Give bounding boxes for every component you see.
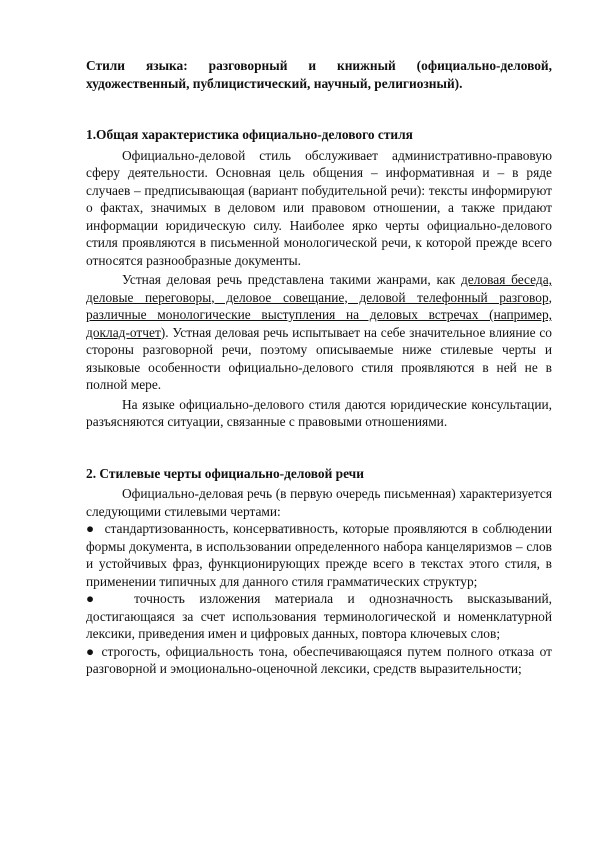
- paragraph-2-lead-text: Устная деловая речь представлена такими жанрами, как: [122, 272, 461, 287]
- document-page: [86, 57, 552, 678]
- section-1-paragraph-3: На языке официально-делового стиля даются юридические консультации, разъясняются ситуации, связанные с правовыми отношениями.: [86, 396, 552, 429]
- section-1-paragraph-2: [86, 271, 552, 394]
- section-1-heading: 1.Общая характеристика официально-делового стиля: [86, 127, 413, 142]
- document-title: Стили языка: разговорный и книжный (официально-деловой, художественный, публицистический, научный, религиозный).: [86, 58, 552, 91]
- section-2-intro: Официально-деловая речь (в первую очередь письменная) характеризуется следующими стилевыми чертами:: [86, 486, 552, 519]
- bullet-item-3: [86, 643, 552, 678]
- section-2-heading: 2. Стилевые черты официально-деловой речи: [86, 465, 364, 481]
- bullet-icon: ●: [86, 643, 97, 659]
- paragraph-2-tail-text: . Устная деловая речь испытывает на себе значительное влияние со стороны разговорной речи, поэтому описываемые ниже стилевые черты и языковые особенности официально-делового стиля проявляются в ней не в полной мере.: [86, 324, 552, 392]
- bullet-icon: ●: [86, 521, 96, 536]
- bullet-text: строгость, официальность тона, обеспечивающаяся путем полного отказа от разговорной и эмоционально-оценочной лексики, средств выразительности;: [86, 643, 552, 676]
- bullet-item-2: [86, 590, 552, 643]
- bullet-text: стандартизованность, консервативность, которые проявляются в соблюдении формы документа, в использовании определенного набора канцеляризмов – слов и устойчивых фраз, функционирующих прежде всего в текстах этого стиля, в применении типичных для данного стиля грамматических структур;: [86, 521, 552, 589]
- bullet-icon: ●: [86, 591, 106, 606]
- bullet-text: точность изложения материала и однозначность высказываний, достигающаяся за счет использования терминологической и номенклатурной лексики, приведения имен и цифровых данных, повтора ключевых слов;: [86, 591, 552, 641]
- bullet-item-1: [86, 520, 552, 590]
- oral-genres-underlined: деловая беседа, деловые переговоры, деловое совещание, деловой телефонный разговор, различные монологические выступления на деловых встречах (например, доклад-отчет): [86, 272, 552, 340]
- section-1-paragraph-1: Официально-деловой стиль обслуживает административно-правовую сферу деятельности. Основная цель общения – информативная и – в ряде случаев – предписывающая (вариант побудительной речи): тексты информируют о фактах, значимых в деловом или правовом отношении, а также придают информации юридическую силу. Наиболее ярко черты официально-делового стиля проявляются в письменной монологической речи, к которой прежде всего относятся разнообразные документы.: [86, 147, 552, 268]
